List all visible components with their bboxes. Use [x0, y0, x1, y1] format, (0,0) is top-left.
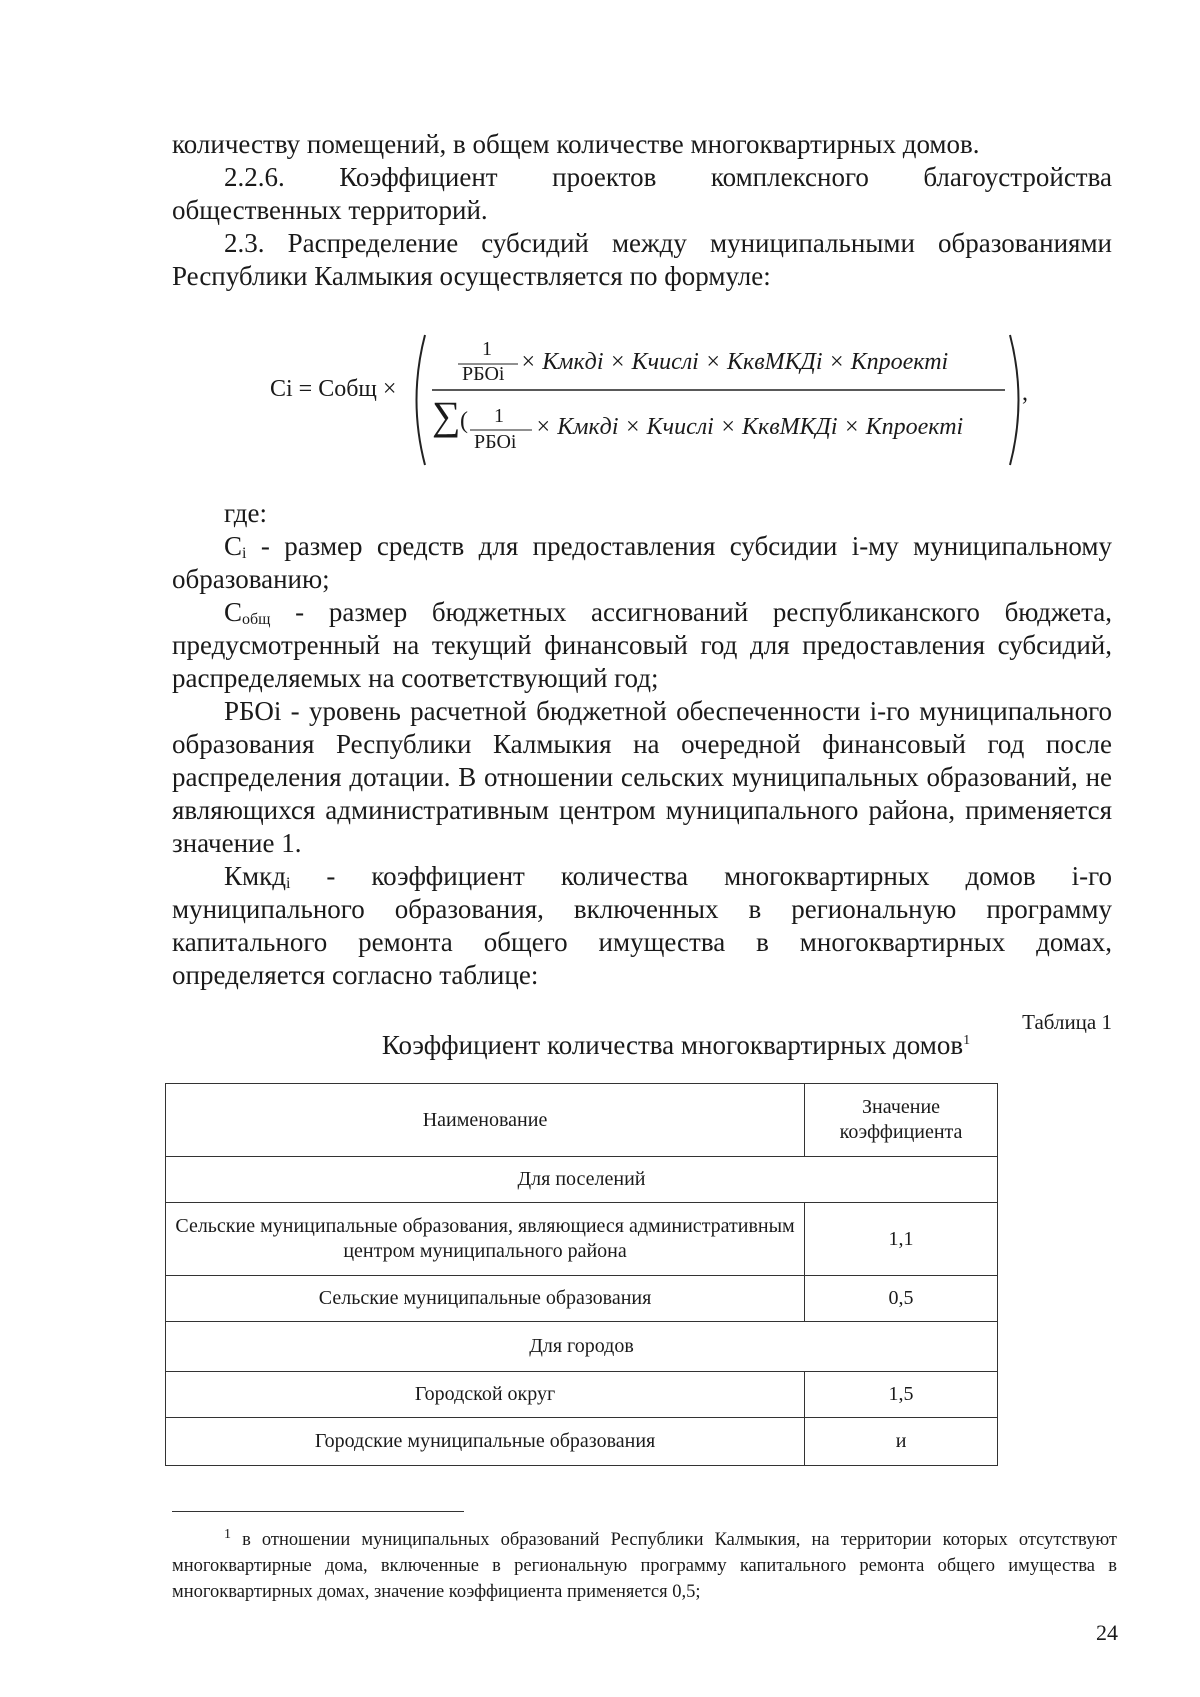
ci-subscript: i: [242, 545, 247, 562]
section-cities: Для городов: [166, 1322, 998, 1372]
definition-kmkd: [172, 860, 1112, 992]
paragraph-2-3-line1: 2.3. Распределение субсидий между муниципальными образованиями: [224, 228, 1112, 258]
footnote-mark: 1: [224, 1526, 231, 1542]
cobsh-subscript: общ: [242, 611, 271, 628]
row-value: и: [805, 1418, 998, 1466]
paragraph-continuation: количеству помещений, в общем количестве многоквартирных домов.: [172, 129, 980, 159]
formula-comma: ,: [1022, 380, 1028, 406]
table-section-row: [166, 1322, 998, 1372]
row-value: 0,5: [805, 1276, 998, 1322]
sum-open-paren: (: [460, 408, 468, 434]
kmkd-subscript: i: [285, 875, 291, 892]
sum-sign: ∑: [432, 393, 461, 438]
distribution-formula: [270, 330, 1040, 470]
where-label: где:: [224, 498, 267, 528]
table-row: [166, 1372, 998, 1418]
ci-symbol: C: [224, 531, 243, 561]
table-title-footnote-mark: 1: [963, 1033, 971, 1048]
cobsh-symbol: C: [224, 597, 243, 627]
definition-ci: [172, 530, 1112, 596]
paragraph-2-2-6-line1: 2.2.6. Коэффициент проектов комплексного благоустройства: [224, 162, 1112, 192]
coefficient-table: [165, 1083, 998, 1466]
table-title: [172, 1030, 1180, 1061]
numerator-rbo: РБОi: [462, 363, 505, 385]
footnote: [172, 1527, 1117, 1605]
paragraph-2-3-line2: Республики Калмыкия осуществляется по формуле:: [172, 261, 771, 291]
row-value: 1,5: [805, 1372, 998, 1418]
table-section-row: [166, 1157, 998, 1203]
row-name: Сельские муниципальные образования: [166, 1276, 805, 1322]
denominator-rbo: РБОi: [474, 431, 517, 453]
kmkd-description: - коэффициент количества многоквартирных домов i-го муниципального образования, включенных в региональную программу капитального ремонта общего имущества в многоквартирных домах, определяется согласно таблице:: [172, 861, 1112, 990]
numerator-factors: × Кмкдi × Кчислi × КквМКДi × Кпроектi: [520, 349, 949, 375]
cobsh-description: - размер бюджетных ассигнований республиканского бюджета, предусмотренный на текущий финансовый год для предоставления субсидий, распределяемых на соответствующий год;: [172, 597, 1112, 693]
definition-cobsh: [172, 596, 1112, 695]
row-name: Городские муниципальные образования: [166, 1418, 805, 1466]
section-settlements: Для поселений: [166, 1157, 998, 1203]
table-header-row: [166, 1084, 998, 1157]
row-name: Сельские муниципальные образования, являющиеся административным центром муниципального района: [166, 1203, 805, 1276]
header-name: Наименование: [166, 1084, 805, 1157]
table-row: [166, 1276, 998, 1322]
row-value: 1,1: [805, 1203, 998, 1276]
kmkd-symbol: Кмкд: [224, 861, 286, 891]
denominator-one: 1: [494, 405, 504, 427]
table-row: [166, 1418, 998, 1466]
table-title-text: Коэффициент количества многоквартирных домов: [381, 1030, 964, 1060]
denominator-factors: × Кмкдi × Кчислi × КквМКДi × Кпроектi: [535, 414, 964, 440]
definition-rbo: РБОi - уровень расчетной бюджетной обеспеченности i-го муниципального образования Республики Калмыкия на очередной финансовый год после распределения дотации. В отношении сельских муниципальных образований, не являющихся административным центром муниципального района, применяется значение 1.: [172, 696, 1112, 858]
table-label: Таблица 1: [1022, 1010, 1112, 1034]
row-name: Городской округ: [166, 1372, 805, 1418]
footnote-separator: [172, 1511, 464, 1512]
table-row: [166, 1203, 998, 1276]
ci-description: - размер средств для предоставления субсидии i-му муниципальному образованию;: [172, 531, 1112, 594]
page-number: 24: [1096, 1620, 1118, 1645]
formula-lhs: Ci = Cобщ ×: [270, 376, 397, 402]
numerator-one: 1: [482, 338, 492, 360]
footnote-text: в отношении муниципальных образований Республики Калмыкия, на территории которых отсутствуют многоквартирные дома, включенные в региональную программу капитального ремонта общего имущества в многоквартирных домах, значение коэффициента применяется 0,5;: [172, 1530, 1117, 1602]
header-value: Значение коэффициента: [805, 1084, 998, 1157]
paragraph-2-2-6-line2: общественных территорий.: [172, 195, 488, 225]
